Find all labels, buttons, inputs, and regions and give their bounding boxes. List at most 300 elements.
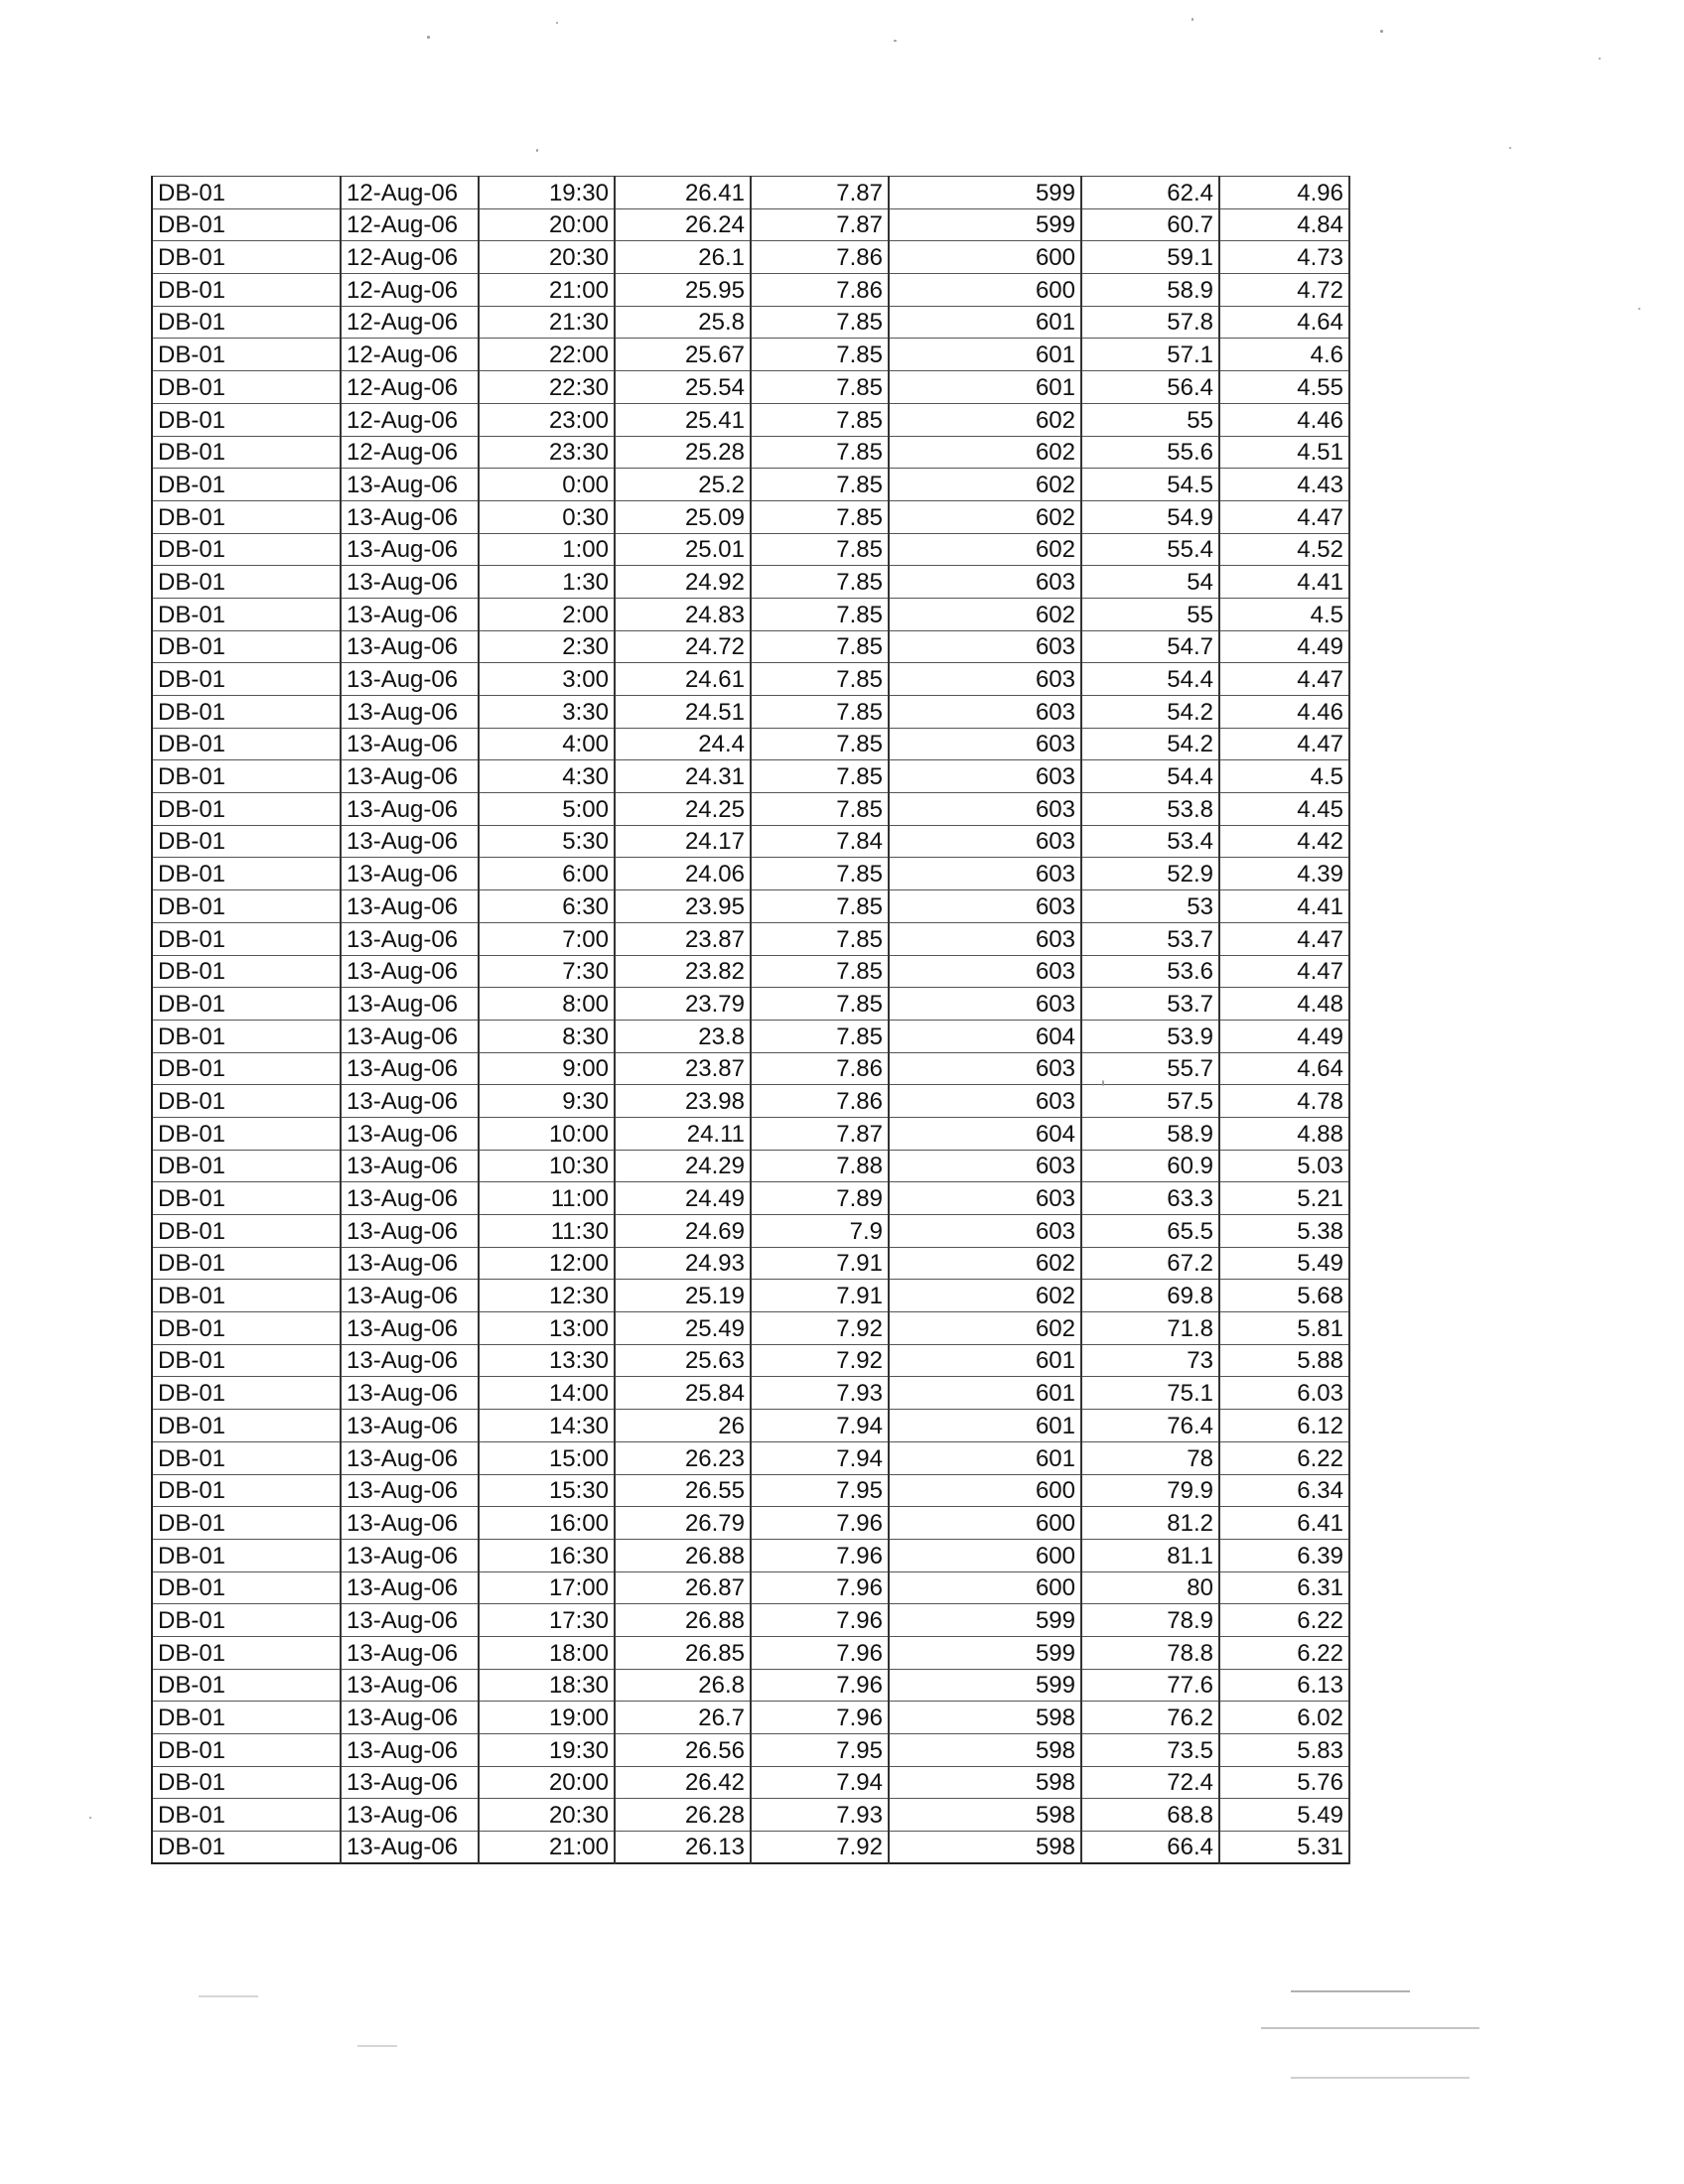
- cell-dissolved-oxygen: 5.88: [1219, 1344, 1349, 1377]
- cell-conductivity: 603: [889, 760, 1081, 793]
- cell-date: 13-Aug-06: [341, 598, 479, 630]
- cell-site-id: DB-01: [152, 208, 341, 241]
- cell-conductivity: 598: [889, 1702, 1081, 1734]
- cell-dissolved-oxygen: 4.6: [1219, 339, 1349, 371]
- cell-dissolved-oxygen: 5.31: [1219, 1832, 1349, 1864]
- table-row: [152, 1247, 1349, 1280]
- cell-date: 12-Aug-06: [341, 436, 479, 469]
- table-row: [152, 1669, 1349, 1702]
- table-row: [152, 793, 1349, 826]
- cell-oxygen-saturation: 56.4: [1081, 371, 1219, 404]
- table-row: [152, 403, 1349, 436]
- cell-ph: 7.94: [751, 1441, 889, 1474]
- cell-site-id: DB-01: [152, 696, 341, 729]
- cell-temperature: 24.25: [615, 793, 751, 826]
- cell-temperature: 26.55: [615, 1474, 751, 1507]
- cell-temperature: 24.11: [615, 1117, 751, 1150]
- cell-date: 13-Aug-06: [341, 1182, 479, 1215]
- cell-site-id: DB-01: [152, 988, 341, 1021]
- cell-site-id: DB-01: [152, 1441, 341, 1474]
- table-row: [152, 663, 1349, 696]
- cell-site-id: DB-01: [152, 1280, 341, 1312]
- cell-dissolved-oxygen: 5.83: [1219, 1734, 1349, 1767]
- table-row: [152, 598, 1349, 630]
- cell-time: 12:30: [479, 1280, 615, 1312]
- cell-site-id: DB-01: [152, 1799, 341, 1832]
- cell-conductivity: 603: [889, 890, 1081, 923]
- cell-site-id: DB-01: [152, 403, 341, 436]
- cell-date: 13-Aug-06: [341, 890, 479, 923]
- cell-dissolved-oxygen: 6.03: [1219, 1377, 1349, 1410]
- cell-time: 15:30: [479, 1474, 615, 1507]
- cell-time: 3:30: [479, 696, 615, 729]
- cell-dissolved-oxygen: 4.64: [1219, 306, 1349, 339]
- cell-site-id: DB-01: [152, 760, 341, 793]
- cell-time: 19:00: [479, 1702, 615, 1734]
- cell-date: 13-Aug-06: [341, 1052, 479, 1085]
- cell-conductivity: 601: [889, 1410, 1081, 1442]
- table-row: [152, 1117, 1349, 1150]
- cell-site-id: DB-01: [152, 469, 341, 501]
- cell-oxygen-saturation: 53.7: [1081, 988, 1219, 1021]
- cell-ph: 7.86: [751, 274, 889, 307]
- cell-site-id: DB-01: [152, 500, 341, 533]
- cell-conductivity: 604: [889, 1020, 1081, 1052]
- cell-temperature: 26.88: [615, 1539, 751, 1571]
- cell-time: 11:00: [479, 1182, 615, 1215]
- cell-date: 13-Aug-06: [341, 1832, 479, 1864]
- cell-dissolved-oxygen: 4.48: [1219, 988, 1349, 1021]
- cell-time: 17:00: [479, 1571, 615, 1604]
- cell-oxygen-saturation: 53.4: [1081, 825, 1219, 858]
- cell-date: 13-Aug-06: [341, 1280, 479, 1312]
- cell-conductivity: 601: [889, 1441, 1081, 1474]
- cell-oxygen-saturation: 60.7: [1081, 208, 1219, 241]
- cell-conductivity: 599: [889, 1669, 1081, 1702]
- cell-dissolved-oxygen: 4.43: [1219, 469, 1349, 501]
- cell-oxygen-saturation: 76.4: [1081, 1410, 1219, 1442]
- table-row: [152, 1150, 1349, 1182]
- cell-conductivity: 600: [889, 1507, 1081, 1540]
- cell-dissolved-oxygen: 4.47: [1219, 728, 1349, 760]
- cell-oxygen-saturation: 63.3: [1081, 1182, 1219, 1215]
- cell-ph: 7.85: [751, 988, 889, 1021]
- cell-ph: 7.85: [751, 696, 889, 729]
- cell-conductivity: 601: [889, 339, 1081, 371]
- cell-dissolved-oxygen: 5.76: [1219, 1766, 1349, 1799]
- cell-conductivity: 603: [889, 793, 1081, 826]
- cell-oxygen-saturation: 54.5: [1081, 469, 1219, 501]
- cell-oxygen-saturation: 73.5: [1081, 1734, 1219, 1767]
- cell-dissolved-oxygen: 4.47: [1219, 955, 1349, 988]
- cell-dissolved-oxygen: 5.49: [1219, 1247, 1349, 1280]
- cell-ph: 7.85: [751, 500, 889, 533]
- cell-dissolved-oxygen: 5.68: [1219, 1280, 1349, 1312]
- cell-site-id: DB-01: [152, 533, 341, 566]
- cell-date: 13-Aug-06: [341, 793, 479, 826]
- cell-oxygen-saturation: 81.2: [1081, 1507, 1219, 1540]
- table-row: [152, 1604, 1349, 1637]
- cell-conductivity: 599: [889, 1636, 1081, 1669]
- cell-temperature: 25.49: [615, 1312, 751, 1345]
- cell-oxygen-saturation: 58.9: [1081, 274, 1219, 307]
- cell-ph: 7.85: [751, 371, 889, 404]
- cell-ph: 7.9: [751, 1215, 889, 1248]
- cell-site-id: DB-01: [152, 1377, 341, 1410]
- cell-date: 13-Aug-06: [341, 1410, 479, 1442]
- cell-ph: 7.85: [751, 339, 889, 371]
- table-row: [152, 339, 1349, 371]
- cell-date: 13-Aug-06: [341, 1636, 479, 1669]
- table-row: [152, 1539, 1349, 1571]
- cell-temperature: 25.28: [615, 436, 751, 469]
- cell-oxygen-saturation: 54: [1081, 566, 1219, 599]
- cell-ph: 7.95: [751, 1734, 889, 1767]
- cell-dissolved-oxygen: 5.49: [1219, 1799, 1349, 1832]
- cell-ph: 7.94: [751, 1410, 889, 1442]
- cell-conductivity: 602: [889, 598, 1081, 630]
- cell-date: 13-Aug-06: [341, 760, 479, 793]
- cell-temperature: 24.17: [615, 825, 751, 858]
- cell-date: 13-Aug-06: [341, 1669, 479, 1702]
- cell-site-id: DB-01: [152, 1312, 341, 1345]
- cell-temperature: 26.7: [615, 1702, 751, 1734]
- cell-time: 10:30: [479, 1150, 615, 1182]
- cell-ph: 7.85: [751, 760, 889, 793]
- cell-date: 13-Aug-06: [341, 1799, 479, 1832]
- cell-ph: 7.85: [751, 403, 889, 436]
- cell-ph: 7.86: [751, 241, 889, 274]
- cell-temperature: 23.79: [615, 988, 751, 1021]
- cell-oxygen-saturation: 55.6: [1081, 436, 1219, 469]
- cell-date: 12-Aug-06: [341, 371, 479, 404]
- cell-time: 8:30: [479, 1020, 615, 1052]
- cell-site-id: DB-01: [152, 1020, 341, 1052]
- cell-ph: 7.96: [751, 1702, 889, 1734]
- cell-time: 14:00: [479, 1377, 615, 1410]
- cell-date: 12-Aug-06: [341, 403, 479, 436]
- cell-conductivity: 603: [889, 1150, 1081, 1182]
- cell-site-id: DB-01: [152, 1507, 341, 1540]
- cell-date: 13-Aug-06: [341, 1766, 479, 1799]
- cell-dissolved-oxygen: 4.96: [1219, 177, 1349, 209]
- cell-time: 17:30: [479, 1604, 615, 1637]
- cell-ph: 7.85: [751, 922, 889, 955]
- cell-oxygen-saturation: 55: [1081, 403, 1219, 436]
- cell-ph: 7.96: [751, 1604, 889, 1637]
- cell-site-id: DB-01: [152, 663, 341, 696]
- cell-dissolved-oxygen: 4.46: [1219, 403, 1349, 436]
- cell-site-id: DB-01: [152, 1117, 341, 1150]
- cell-site-id: DB-01: [152, 858, 341, 890]
- cell-oxygen-saturation: 53.7: [1081, 922, 1219, 955]
- cell-date: 12-Aug-06: [341, 339, 479, 371]
- cell-temperature: 23.87: [615, 1052, 751, 1085]
- cell-time: 4:00: [479, 728, 615, 760]
- cell-temperature: 23.98: [615, 1085, 751, 1118]
- cell-oxygen-saturation: 54.4: [1081, 760, 1219, 793]
- cell-dissolved-oxygen: 4.47: [1219, 922, 1349, 955]
- cell-dissolved-oxygen: 4.46: [1219, 696, 1349, 729]
- cell-oxygen-saturation: 55.4: [1081, 533, 1219, 566]
- table-row: [152, 1571, 1349, 1604]
- cell-oxygen-saturation: 75.1: [1081, 1377, 1219, 1410]
- cell-date: 13-Aug-06: [341, 1702, 479, 1734]
- cell-temperature: 24.06: [615, 858, 751, 890]
- table-row: [152, 1474, 1349, 1507]
- cell-oxygen-saturation: 68.8: [1081, 1799, 1219, 1832]
- cell-conductivity: 603: [889, 922, 1081, 955]
- cell-temperature: 24.61: [615, 663, 751, 696]
- cell-oxygen-saturation: 54.7: [1081, 630, 1219, 663]
- cell-date: 13-Aug-06: [341, 1441, 479, 1474]
- cell-date: 13-Aug-06: [341, 469, 479, 501]
- cell-temperature: 25.84: [615, 1377, 751, 1410]
- cell-temperature: 26.56: [615, 1734, 751, 1767]
- cell-ph: 7.85: [751, 630, 889, 663]
- cell-time: 6:00: [479, 858, 615, 890]
- table-row: [152, 500, 1349, 533]
- cell-dissolved-oxygen: 4.45: [1219, 793, 1349, 826]
- cell-temperature: 26.1: [615, 241, 751, 274]
- cell-oxygen-saturation: 53.8: [1081, 793, 1219, 826]
- cell-dissolved-oxygen: 4.47: [1219, 663, 1349, 696]
- cell-conductivity: 601: [889, 306, 1081, 339]
- cell-date: 13-Aug-06: [341, 630, 479, 663]
- cell-time: 21:30: [479, 306, 615, 339]
- cell-conductivity: 602: [889, 403, 1081, 436]
- cell-ph: 7.86: [751, 1085, 889, 1118]
- cell-site-id: DB-01: [152, 1474, 341, 1507]
- cell-date: 13-Aug-06: [341, 1150, 479, 1182]
- table-row: [152, 1766, 1349, 1799]
- cell-site-id: DB-01: [152, 1182, 341, 1215]
- cell-temperature: 26.23: [615, 1441, 751, 1474]
- cell-date: 13-Aug-06: [341, 1117, 479, 1150]
- table-row: [152, 436, 1349, 469]
- cell-site-id: DB-01: [152, 371, 341, 404]
- cell-conductivity: 604: [889, 1117, 1081, 1150]
- cell-conductivity: 599: [889, 177, 1081, 209]
- cell-conductivity: 603: [889, 858, 1081, 890]
- cell-dissolved-oxygen: 4.5: [1219, 760, 1349, 793]
- cell-date: 12-Aug-06: [341, 241, 479, 274]
- cell-temperature: 24.51: [615, 696, 751, 729]
- cell-temperature: 24.31: [615, 760, 751, 793]
- cell-site-id: DB-01: [152, 1636, 341, 1669]
- cell-dissolved-oxygen: 6.22: [1219, 1604, 1349, 1637]
- cell-oxygen-saturation: 67.2: [1081, 1247, 1219, 1280]
- cell-time: 23:30: [479, 436, 615, 469]
- cell-oxygen-saturation: 57.5: [1081, 1085, 1219, 1118]
- cell-time: 2:00: [479, 598, 615, 630]
- cell-conductivity: 603: [889, 988, 1081, 1021]
- cell-time: 20:00: [479, 208, 615, 241]
- table-row: [152, 1020, 1349, 1052]
- table-row: [152, 306, 1349, 339]
- cell-dissolved-oxygen: 4.41: [1219, 890, 1349, 923]
- cell-site-id: DB-01: [152, 306, 341, 339]
- table-row: [152, 1052, 1349, 1085]
- cell-temperature: 25.19: [615, 1280, 751, 1312]
- cell-oxygen-saturation: 58.9: [1081, 1117, 1219, 1150]
- table-row: [152, 1312, 1349, 1345]
- cell-time: 3:00: [479, 663, 615, 696]
- cell-temperature: 26.42: [615, 1766, 751, 1799]
- cell-oxygen-saturation: 57.8: [1081, 306, 1219, 339]
- scanned-data-sheet: [151, 176, 1348, 1911]
- cell-dissolved-oxygen: 5.81: [1219, 1312, 1349, 1345]
- cell-temperature: 24.83: [615, 598, 751, 630]
- cell-date: 13-Aug-06: [341, 663, 479, 696]
- cell-conductivity: 603: [889, 1052, 1081, 1085]
- table-row: [152, 241, 1349, 274]
- cell-temperature: 23.87: [615, 922, 751, 955]
- cell-time: 0:30: [479, 500, 615, 533]
- cell-oxygen-saturation: 60.9: [1081, 1150, 1219, 1182]
- table-row: [152, 728, 1349, 760]
- cell-ph: 7.85: [751, 890, 889, 923]
- cell-site-id: DB-01: [152, 1669, 341, 1702]
- table-row: [152, 1441, 1349, 1474]
- cell-time: 21:00: [479, 1832, 615, 1864]
- cell-dissolved-oxygen: 4.64: [1219, 1052, 1349, 1085]
- cell-conductivity: 600: [889, 241, 1081, 274]
- cell-temperature: 24.4: [615, 728, 751, 760]
- cell-site-id: DB-01: [152, 339, 341, 371]
- cell-oxygen-saturation: 54.4: [1081, 663, 1219, 696]
- table-row: [152, 1799, 1349, 1832]
- cell-ph: 7.87: [751, 1117, 889, 1150]
- cell-date: 13-Aug-06: [341, 1571, 479, 1604]
- cell-site-id: DB-01: [152, 274, 341, 307]
- cell-conductivity: 603: [889, 1215, 1081, 1248]
- table-row: [152, 696, 1349, 729]
- cell-site-id: DB-01: [152, 1344, 341, 1377]
- cell-conductivity: 603: [889, 955, 1081, 988]
- table-row: [152, 208, 1349, 241]
- cell-date: 12-Aug-06: [341, 306, 479, 339]
- table-row: [152, 1182, 1349, 1215]
- cell-date: 13-Aug-06: [341, 825, 479, 858]
- cell-oxygen-saturation: 79.9: [1081, 1474, 1219, 1507]
- cell-ph: 7.93: [751, 1799, 889, 1832]
- cell-ph: 7.85: [751, 955, 889, 988]
- cell-conductivity: 603: [889, 566, 1081, 599]
- cell-date: 13-Aug-06: [341, 500, 479, 533]
- cell-temperature: 23.82: [615, 955, 751, 988]
- cell-time: 20:30: [479, 1799, 615, 1832]
- cell-conductivity: 601: [889, 371, 1081, 404]
- cell-dissolved-oxygen: 6.02: [1219, 1702, 1349, 1734]
- cell-site-id: DB-01: [152, 598, 341, 630]
- table-row: [152, 1507, 1349, 1540]
- cell-ph: 7.85: [751, 306, 889, 339]
- table-row: [152, 371, 1349, 404]
- cell-dissolved-oxygen: 5.03: [1219, 1150, 1349, 1182]
- cell-temperature: 26.28: [615, 1799, 751, 1832]
- cell-conductivity: 602: [889, 436, 1081, 469]
- cell-ph: 7.93: [751, 1377, 889, 1410]
- cell-conductivity: 603: [889, 630, 1081, 663]
- cell-conductivity: 603: [889, 663, 1081, 696]
- cell-site-id: DB-01: [152, 793, 341, 826]
- cell-site-id: DB-01: [152, 1150, 341, 1182]
- cell-conductivity: 602: [889, 469, 1081, 501]
- cell-conductivity: 598: [889, 1799, 1081, 1832]
- table-row: [152, 760, 1349, 793]
- cell-conductivity: 599: [889, 1604, 1081, 1637]
- cell-dissolved-oxygen: 4.5: [1219, 598, 1349, 630]
- cell-site-id: DB-01: [152, 1571, 341, 1604]
- cell-temperature: 25.09: [615, 500, 751, 533]
- table-row: [152, 858, 1349, 890]
- table-row: [152, 1734, 1349, 1767]
- cell-time: 20:30: [479, 241, 615, 274]
- cell-oxygen-saturation: 72.4: [1081, 1766, 1219, 1799]
- cell-time: 6:30: [479, 890, 615, 923]
- cell-time: 22:00: [479, 339, 615, 371]
- cell-time: 5:00: [479, 793, 615, 826]
- cell-conductivity: 603: [889, 728, 1081, 760]
- cell-time: 2:30: [479, 630, 615, 663]
- table-body: [152, 177, 1349, 1864]
- cell-oxygen-saturation: 53.9: [1081, 1020, 1219, 1052]
- cell-time: 22:30: [479, 371, 615, 404]
- cell-site-id: DB-01: [152, 825, 341, 858]
- table-row: [152, 1377, 1349, 1410]
- cell-oxygen-saturation: 81.1: [1081, 1539, 1219, 1571]
- cell-oxygen-saturation: 54.2: [1081, 728, 1219, 760]
- cell-conductivity: 602: [889, 1312, 1081, 1345]
- cell-time: 19:30: [479, 1734, 615, 1767]
- cell-time: 12:00: [479, 1247, 615, 1280]
- cell-time: 16:30: [479, 1539, 615, 1571]
- cell-ph: 7.94: [751, 1766, 889, 1799]
- table-row: [152, 1410, 1349, 1442]
- cell-oxygen-saturation: 71.8: [1081, 1312, 1219, 1345]
- cell-ph: 7.87: [751, 208, 889, 241]
- cell-site-id: DB-01: [152, 890, 341, 923]
- cell-dissolved-oxygen: 6.31: [1219, 1571, 1349, 1604]
- cell-dissolved-oxygen: 4.49: [1219, 1020, 1349, 1052]
- cell-dissolved-oxygen: 6.34: [1219, 1474, 1349, 1507]
- cell-temperature: 26.85: [615, 1636, 751, 1669]
- cell-time: 21:00: [479, 274, 615, 307]
- cell-conductivity: 600: [889, 1474, 1081, 1507]
- cell-dissolved-oxygen: 4.55: [1219, 371, 1349, 404]
- cell-dissolved-oxygen: 4.39: [1219, 858, 1349, 890]
- cell-temperature: 26.13: [615, 1832, 751, 1864]
- cell-dissolved-oxygen: 4.49: [1219, 630, 1349, 663]
- cell-oxygen-saturation: 76.2: [1081, 1702, 1219, 1734]
- cell-date: 13-Aug-06: [341, 696, 479, 729]
- cell-time: 5:30: [479, 825, 615, 858]
- cell-conductivity: 603: [889, 825, 1081, 858]
- cell-site-id: DB-01: [152, 1766, 341, 1799]
- cell-time: 9:30: [479, 1085, 615, 1118]
- cell-time: 11:30: [479, 1215, 615, 1248]
- cell-date: 13-Aug-06: [341, 1247, 479, 1280]
- cell-ph: 7.92: [751, 1832, 889, 1864]
- table-row: [152, 1280, 1349, 1312]
- cell-site-id: DB-01: [152, 1604, 341, 1637]
- cell-time: 13:00: [479, 1312, 615, 1345]
- cell-dissolved-oxygen: 6.13: [1219, 1669, 1349, 1702]
- table-row: [152, 955, 1349, 988]
- cell-oxygen-saturation: 53: [1081, 890, 1219, 923]
- cell-temperature: 26.87: [615, 1571, 751, 1604]
